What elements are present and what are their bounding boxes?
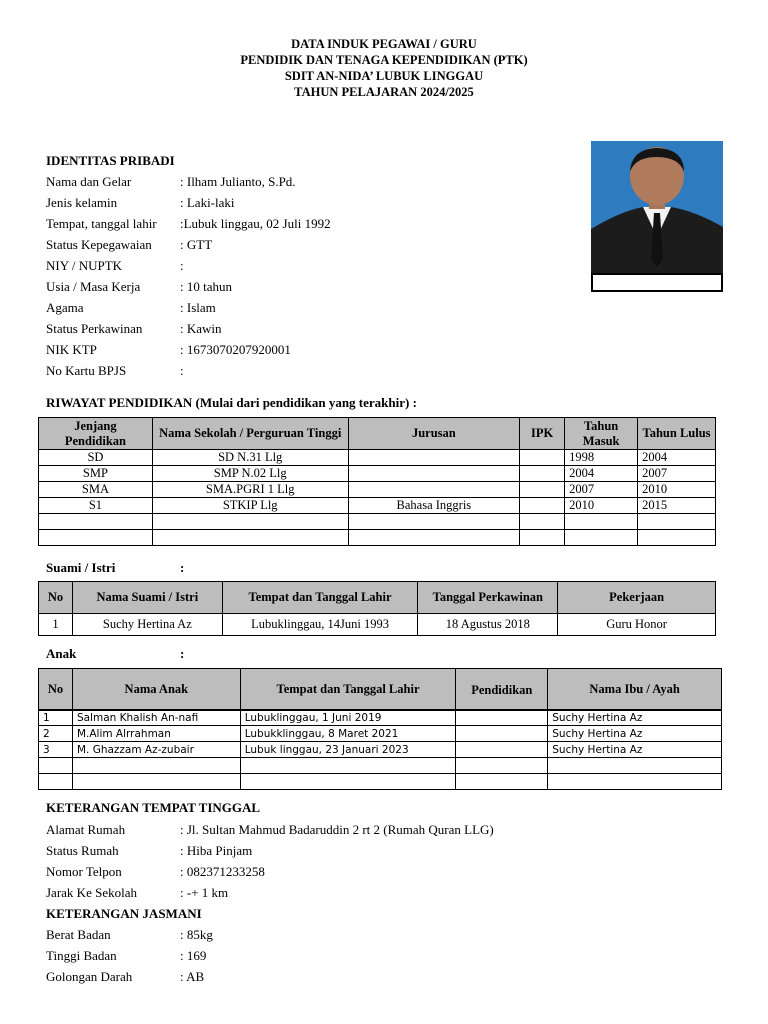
table-cell: 1998 <box>565 450 638 466</box>
field-value: : Laki-laki <box>180 195 235 210</box>
column-header: Jurusan <box>348 418 520 450</box>
column-header: Tempat dan Tanggal Lahir <box>222 582 418 614</box>
field-label: Status Perkawinan <box>46 321 143 336</box>
field-label: Alamat Rumah <box>46 822 126 837</box>
table-cell: SMP <box>39 466 153 482</box>
spouse-table <box>38 581 716 636</box>
column-header: Nama Sekolah / Perguruan Tinggi <box>152 418 348 450</box>
field-label: Status Rumah <box>46 843 119 858</box>
table-cell <box>638 530 716 546</box>
field-label: Jarak Ke Sekolah <box>46 885 137 900</box>
table-cell <box>39 774 73 790</box>
column-header: Pekerjaan <box>558 582 716 614</box>
children-table-body <box>38 709 722 790</box>
table-cell: Guru Honor <box>558 614 716 636</box>
column-header: Nama Anak <box>72 669 240 711</box>
table-row <box>39 514 716 530</box>
field-value: : Hiba Pinjam <box>180 843 253 858</box>
table-cell: 2007 <box>565 482 638 498</box>
field-row <box>46 966 204 987</box>
anak-title: Anak <box>46 646 77 661</box>
table-cell <box>348 514 520 530</box>
header-line-1: DATA INDUK PEGAWAI / GURU <box>291 37 477 51</box>
table-row <box>39 758 722 774</box>
table-row <box>39 466 716 482</box>
field-value: :Lubuk linggau, 02 Juli 1992 <box>180 216 331 231</box>
field-value: : 85kg <box>180 927 213 942</box>
column-header: Nama Suami / Istri <box>72 582 222 614</box>
table-cell <box>152 530 348 546</box>
column-header: Nama Ibu / Ayah <box>548 669 722 711</box>
table-cell <box>520 482 565 498</box>
header-line-3: SDIT AN-NIDA’ LUBUK LINGGAU <box>284 69 484 83</box>
column-header: No <box>39 582 73 614</box>
field-row <box>46 192 235 213</box>
field-value: : <box>180 363 184 378</box>
field-label: Agama <box>46 300 84 315</box>
table-row <box>39 774 722 790</box>
field-label: Golongan Darah <box>46 969 133 984</box>
table-row <box>39 742 722 758</box>
table-cell <box>456 726 548 742</box>
table-cell: Suchy Hertina Az <box>548 742 722 758</box>
field-row <box>46 840 252 861</box>
education-table <box>38 417 716 546</box>
pendidikan-title: RIWAYAT PENDIDIKAN (Mulai dari pendidikan yang terakhir) : <box>46 395 417 410</box>
field-row <box>46 924 213 945</box>
field-label: No Kartu BPJS <box>46 363 127 378</box>
table-cell <box>240 758 456 774</box>
table-cell <box>72 774 240 790</box>
field-row <box>46 318 222 339</box>
table-row <box>39 450 716 466</box>
table-cell: Lubuklinggau, 14Juni 1993 <box>222 614 418 636</box>
column-header: Tempat dan Tanggal Lahir <box>240 669 456 711</box>
table-cell: Suchy Hertina Az <box>72 614 222 636</box>
table-cell: SMP N.02 Llg <box>152 466 348 482</box>
table-cell <box>39 530 153 546</box>
table-cell: Lubukklinggau, 8 Maret 2021 <box>240 726 456 742</box>
table-header-row <box>39 418 716 450</box>
field-label: NIK KTP <box>46 342 97 357</box>
document-header <box>0 36 768 100</box>
table-cell: SMA <box>39 482 153 498</box>
field-row <box>46 945 206 966</box>
table-cell <box>39 758 73 774</box>
field-label: Tempat, tanggal lahir <box>46 216 157 231</box>
field-label: Nomor Telpon <box>46 864 122 879</box>
table-cell <box>39 514 153 530</box>
table-cell: M.Alim Alrrahman <box>72 726 240 742</box>
table-cell <box>456 742 548 758</box>
profile-photo <box>591 141 723 292</box>
field-row <box>46 339 291 360</box>
table-cell: 2 <box>39 726 73 742</box>
field-value: : <box>180 258 184 273</box>
table-row <box>39 726 722 742</box>
field-value: : Islam <box>180 300 216 315</box>
table-cell <box>520 450 565 466</box>
children-table <box>38 668 722 711</box>
table-cell: S1 <box>39 498 153 514</box>
field-label: Jenis kelamin <box>46 195 118 210</box>
table-cell: M. Ghazzam Az-zubair <box>72 742 240 758</box>
table-cell: 2004 <box>565 466 638 482</box>
table-cell <box>456 758 548 774</box>
table-cell <box>548 758 722 774</box>
table-cell: Lubuklinggau, 1 Juni 2019 <box>240 710 456 726</box>
table-row <box>39 530 716 546</box>
column-header: Tahun Lulus <box>638 418 716 450</box>
field-row <box>46 171 296 192</box>
table-cell: SD <box>39 450 153 466</box>
table-row <box>39 498 716 514</box>
field-value: : Ilham Julianto, S.Pd. <box>180 174 296 189</box>
table-cell <box>520 514 565 530</box>
table-header-row <box>39 669 722 711</box>
field-value: : AB <box>180 969 205 984</box>
table-header-row <box>39 582 716 614</box>
field-label: Tinggi Badan <box>46 948 117 963</box>
table-cell <box>348 482 520 498</box>
field-label: Berat Badan <box>46 927 111 942</box>
table-cell <box>520 466 565 482</box>
table-cell: 2004 <box>638 450 716 466</box>
table-row <box>39 614 716 636</box>
table-cell <box>520 498 565 514</box>
table-cell <box>348 466 520 482</box>
table-cell <box>638 514 716 530</box>
field-value: : 10 tahun <box>180 279 232 294</box>
field-value: : 169 <box>180 948 207 963</box>
header-line-4: TAHUN PELAJARAN 2024/2025 <box>294 85 474 99</box>
table-cell <box>72 758 240 774</box>
field-value: : -+ 1 km <box>180 885 229 900</box>
table-cell <box>152 514 348 530</box>
table-cell: SD N.31 Llg <box>152 450 348 466</box>
table-cell <box>240 774 456 790</box>
column-header: Tanggal Perkawinan <box>418 582 558 614</box>
anak-colon: : <box>180 646 185 661</box>
field-value: : 082371233258 <box>180 864 265 879</box>
table-cell: 18 Agustus 2018 <box>418 614 558 636</box>
field-label: NIY / NUPTK <box>46 258 123 273</box>
column-header: No <box>39 669 73 711</box>
field-row <box>46 861 265 882</box>
column-header: Tahun Masuk <box>565 418 638 450</box>
table-cell <box>348 450 520 466</box>
table-cell: 2010 <box>565 498 638 514</box>
field-row <box>46 360 184 381</box>
table-cell: 3 <box>39 742 73 758</box>
table-cell: Suchy Hertina Az <box>548 710 722 726</box>
field-row <box>46 234 212 255</box>
table-cell: SMA.PGRI 1 Llg <box>152 482 348 498</box>
header-line-2: PENDIDIK DAN TENAGA KEPENDIDIKAN (PTK) <box>240 53 528 67</box>
field-row <box>46 882 228 903</box>
table-cell: 1 <box>39 614 73 636</box>
table-cell: 2007 <box>638 466 716 482</box>
table-cell: Lubuk linggau, 23 Januari 2023 <box>240 742 456 758</box>
jasmani-title: KETERANGAN JASMANI <box>46 906 202 921</box>
table-cell: 2015 <box>638 498 716 514</box>
field-row <box>46 276 232 297</box>
field-row <box>46 297 216 318</box>
field-value: : Jl. Sultan Mahmud Badaruddin 2 rt 2 (Rumah Quran LLG) <box>180 822 494 837</box>
table-cell: Salman Khalish An-nafi <box>72 710 240 726</box>
suami-istri-colon: : <box>180 560 185 575</box>
table-cell: 1 <box>39 710 73 726</box>
field-value: : 1673070207920001 <box>180 342 291 357</box>
table-cell <box>456 710 548 726</box>
table-cell <box>548 774 722 790</box>
column-header: IPK <box>520 418 565 450</box>
table-row <box>39 482 716 498</box>
table-cell <box>456 774 548 790</box>
table-row <box>39 710 722 726</box>
column-header: Pendidikan <box>456 669 548 711</box>
column-header: Jenjang Pendidikan <box>39 418 153 450</box>
field-label: Status Kepegawaian <box>46 237 152 252</box>
table-cell <box>520 530 565 546</box>
table-cell: Bahasa Inggris <box>348 498 520 514</box>
field-value: : GTT <box>180 237 213 252</box>
table-cell <box>565 514 638 530</box>
field-label: Nama dan Gelar <box>46 174 132 189</box>
table-cell: 2010 <box>638 482 716 498</box>
field-row <box>46 255 184 276</box>
table-cell: STKIP Llg <box>152 498 348 514</box>
identitas-title: IDENTITAS PRIBADI <box>46 153 175 168</box>
table-cell: Suchy Hertina Az <box>548 726 722 742</box>
table-cell <box>348 530 520 546</box>
field-row <box>46 213 331 234</box>
suami-istri-title: Suami / Istri <box>46 560 116 575</box>
field-row <box>46 819 494 840</box>
table-cell <box>565 530 638 546</box>
field-value: : Kawin <box>180 321 222 336</box>
field-label: Usia / Masa Kerja <box>46 279 141 294</box>
tempat-tinggal-title: KETERANGAN TEMPAT TINGGAL <box>46 800 261 815</box>
